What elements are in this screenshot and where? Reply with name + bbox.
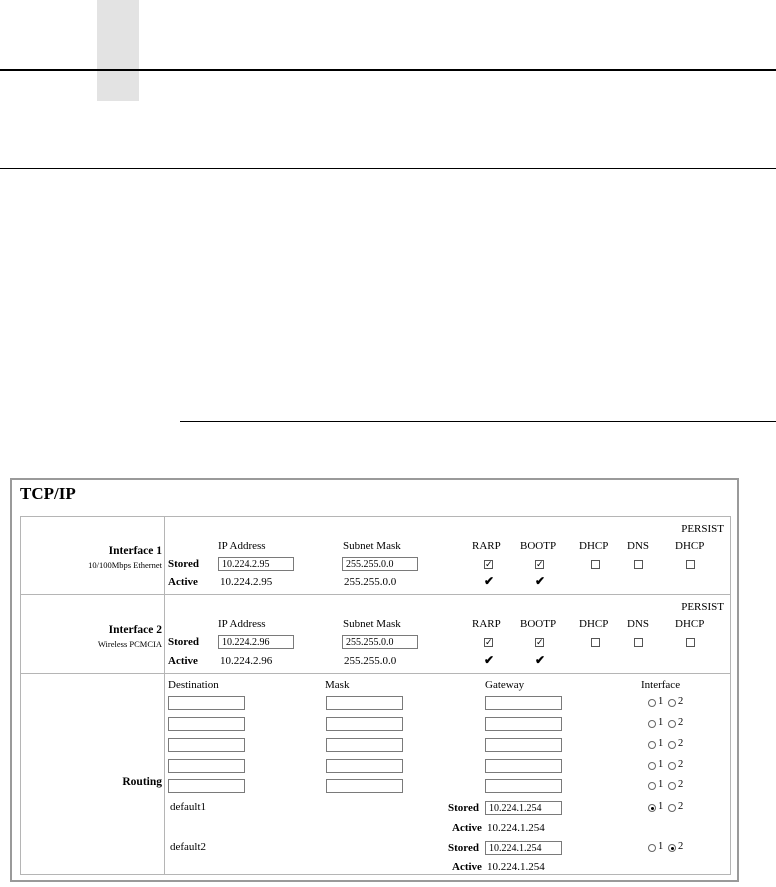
active-label: Active — [168, 655, 198, 667]
stored-label: Stored — [168, 558, 199, 570]
ip-address-header: IP Address — [218, 618, 266, 630]
routing-label: Routing — [122, 776, 162, 788]
radio-label: 2 — [678, 779, 684, 790]
interface-2-type: Wireless PCMCIA — [97, 639, 162, 649]
rarp-header: RARP — [472, 618, 501, 630]
route-5-interface-1-radio[interactable] — [648, 782, 656, 790]
interface-1-persist-dhcp-checkbox[interactable] — [686, 560, 695, 569]
default2-interface-1-radio[interactable] — [648, 844, 656, 852]
radio-label: 1 — [658, 779, 664, 790]
chapter-tab — [97, 0, 139, 101]
radio-label: 2 — [678, 801, 684, 812]
interface-1-bootp-active-checkmark-icon: ✔ — [535, 574, 546, 588]
dns-header: DNS — [627, 618, 650, 630]
interface-2-persist-dhcp-checkbox[interactable] — [686, 638, 695, 647]
radio-label: 1 — [658, 717, 664, 728]
interface-2-mask-input[interactable] — [342, 635, 418, 649]
interface-2-active-mask: 255.255.0.0 — [344, 655, 397, 667]
interface-header: Interface — [641, 679, 681, 691]
routing-section — [164, 673, 731, 875]
default1-interface-2-radio[interactable] — [668, 804, 676, 812]
default1-active-gateway: 10.224.1.254 — [487, 822, 545, 834]
route-2-interface-1-radio[interactable] — [648, 720, 656, 728]
interface-1-dns-checkbox[interactable] — [634, 560, 643, 569]
interface-1-dhcp-checkbox[interactable] — [591, 560, 600, 569]
subnet-mask-header: Subnet Mask — [343, 618, 401, 630]
persist-dhcp-header: DHCP — [675, 618, 705, 630]
persist-dhcp-header: DHCP — [675, 540, 705, 552]
interface-2-bootp-active-checkmark-icon: ✔ — [535, 653, 546, 667]
interface-1-rarp-checkbox[interactable]: ✓ — [485, 559, 493, 569]
radio-label: 2 — [678, 738, 684, 749]
default1-label: default1 — [170, 801, 207, 813]
interface-2-name: Interface 2 — [108, 624, 162, 636]
default2-interface-2-radio[interactable] — [668, 844, 676, 852]
interface-2-dhcp-checkbox[interactable] — [591, 638, 600, 647]
dhcp-header: DHCP — [579, 540, 609, 552]
route-5-gateway-input[interactable] — [485, 779, 562, 793]
interface-1-name: Interface 1 — [108, 545, 162, 557]
route-5-interface-2-radio[interactable] — [668, 782, 676, 790]
tcpip-panel — [10, 478, 739, 882]
route-3-interface-2-radio[interactable] — [668, 741, 676, 749]
radio-label: 2 — [678, 696, 684, 707]
ip-address-header: IP Address — [218, 540, 266, 552]
persist-header: PERSIST — [681, 601, 724, 613]
radio-label: 1 — [658, 738, 664, 749]
bootp-header: BOOTP — [520, 618, 557, 630]
route-4-mask-input[interactable] — [326, 759, 403, 773]
bootp-header: BOOTP — [520, 540, 557, 552]
interface-2-ip-input[interactable] — [218, 635, 294, 649]
route-5-destination-input[interactable] — [168, 779, 245, 793]
radio-label: 1 — [658, 696, 664, 707]
section-rule — [0, 168, 776, 169]
stored-label: Stored — [168, 636, 199, 648]
radio-label: 1 — [658, 801, 664, 812]
interface-2-dns-checkbox[interactable] — [634, 638, 643, 647]
default2-label: default2 — [170, 841, 207, 853]
interface-2-bootp-checkbox[interactable]: ✓ — [536, 637, 544, 647]
interface-1-label-cell — [20, 516, 165, 595]
destination-header: Destination — [168, 679, 219, 691]
panel-title: TCP/IP — [20, 484, 76, 503]
route-5-mask-input[interactable] — [326, 779, 403, 793]
rarp-header: RARP — [472, 540, 501, 552]
route-2-interface-2-radio[interactable] — [668, 720, 676, 728]
interface-2-label-cell — [20, 594, 165, 674]
route-3-interface-1-radio[interactable] — [648, 741, 656, 749]
interface-1-active-mask: 255.255.0.0 — [344, 576, 397, 588]
route-2-destination-input[interactable] — [168, 717, 245, 731]
route-1-mask-input[interactable] — [326, 696, 403, 710]
route-4-destination-input[interactable] — [168, 759, 245, 773]
dns-header: DNS — [627, 540, 650, 552]
stored-label: Stored — [448, 802, 479, 814]
subnet-mask-header: Subnet Mask — [343, 540, 401, 552]
dhcp-header: DHCP — [579, 618, 609, 630]
active-label: Active — [168, 576, 198, 588]
interface-2-rarp-active-checkmark-icon: ✔ — [484, 653, 495, 667]
interface-2-active-ip: 10.224.2.96 — [220, 655, 273, 667]
route-4-gateway-input[interactable] — [485, 759, 562, 773]
radio-label: 2 — [678, 759, 684, 770]
route-3-destination-input[interactable] — [168, 738, 245, 752]
default1-interface-1-radio[interactable] — [648, 804, 656, 812]
radio-label: 1 — [658, 759, 664, 770]
radio-label: 2 — [678, 717, 684, 728]
default2-gateway-input[interactable] — [485, 841, 562, 855]
radio-label: 1 — [658, 841, 664, 852]
route-4-interface-1-radio[interactable] — [648, 762, 656, 770]
header-rule — [0, 69, 776, 71]
mask-header: Mask — [325, 679, 350, 691]
radio-label: 2 — [678, 841, 684, 852]
active-label: Active — [452, 822, 482, 834]
route-1-destination-input[interactable] — [168, 696, 245, 710]
default2-active-gateway: 10.224.1.254 — [487, 861, 545, 873]
persist-header: PERSIST — [681, 523, 724, 535]
route-2-gateway-input[interactable] — [485, 717, 562, 731]
routing-label-cell — [20, 673, 165, 875]
interface-1-rarp-active-checkmark-icon: ✔ — [484, 574, 495, 588]
route-1-gateway-input[interactable] — [485, 696, 562, 710]
route-3-gateway-input[interactable] — [485, 738, 562, 752]
route-1-interface-1-radio[interactable] — [648, 699, 656, 707]
route-1-interface-2-radio[interactable] — [668, 699, 676, 707]
active-label: Active — [452, 861, 482, 873]
interface-1-active-ip: 10.224.2.95 — [220, 576, 273, 588]
interface-1-bootp-checkbox[interactable]: ✓ — [536, 559, 544, 569]
interface-1-section — [164, 516, 731, 595]
default1-gateway-input[interactable] — [485, 801, 562, 815]
interface-2-section — [164, 594, 731, 674]
interface-1-ip-input[interactable] — [218, 557, 294, 571]
route-3-mask-input[interactable] — [326, 738, 403, 752]
gateway-header: Gateway — [485, 679, 525, 691]
interface-2-rarp-checkbox[interactable]: ✓ — [485, 637, 493, 647]
stored-label: Stored — [448, 842, 479, 854]
interface-1-mask-input[interactable] — [342, 557, 418, 571]
route-2-mask-input[interactable] — [326, 717, 403, 731]
route-4-interface-2-radio[interactable] — [668, 762, 676, 770]
subsection-rule — [180, 421, 776, 422]
interface-1-type: 10/100Mbps Ethernet — [88, 560, 162, 570]
